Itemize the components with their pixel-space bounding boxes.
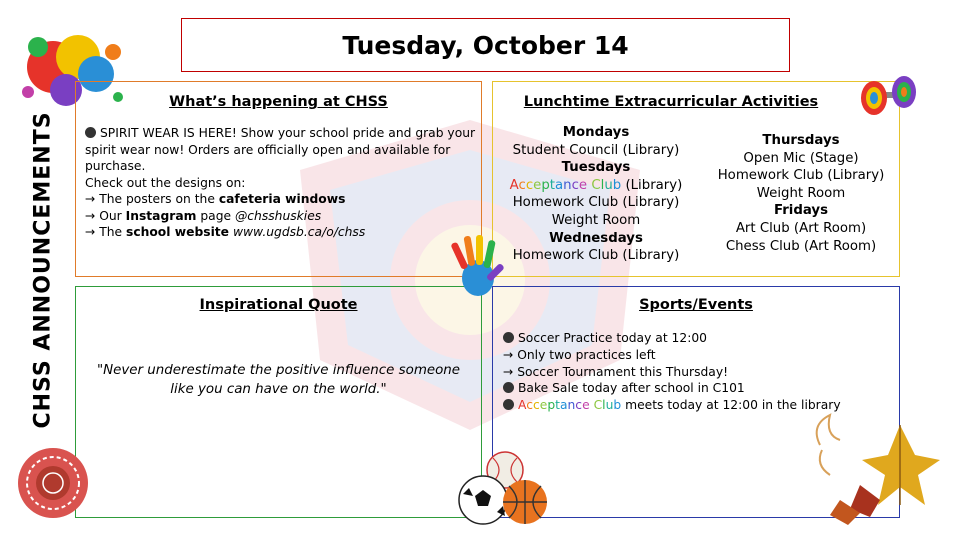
wednesday-activity: Homework Club (Library) — [512, 248, 680, 264]
rainbow-letter: t — [549, 177, 556, 193]
lunchtime-heading: Lunchtime Extracurricular Activities — [523, 94, 819, 110]
inspirational-quote-panel — [75, 286, 482, 518]
date-title: Tuesday, October 14 — [342, 30, 629, 60]
bullet-icon — [503, 382, 514, 393]
bullet-icon — [85, 127, 96, 138]
whats-happening-body — [85, 125, 477, 241]
rainbow-letter: n — [567, 398, 576, 413]
monday-activity: Student Council (Library) — [512, 142, 680, 158]
rainbow-letter: u — [604, 177, 613, 193]
rainbow-letter: c — [571, 177, 579, 193]
friday-chess-club: Chess Club (Art Room) — [725, 238, 877, 254]
bullet-icon — [503, 399, 514, 410]
friday-art-club: Art Club (Art Room) — [735, 220, 867, 236]
rainbow-letter: C — [591, 177, 601, 193]
rainbow-letter: n — [563, 177, 572, 193]
rainbow-letter: A — [518, 398, 527, 413]
rainbow-letter: e — [539, 398, 548, 413]
thursday-open-mic: Open Mic (Stage) — [743, 150, 859, 166]
sports-balls-icon — [455, 448, 555, 528]
vertical-title: CHSS ANNOUNCEMENTS — [30, 111, 56, 429]
rainbow-letter: b — [612, 177, 622, 193]
quote-heading: Inspirational Quote — [199, 297, 358, 313]
dumbbells-icon — [856, 70, 922, 122]
mondays-label: Mondays — [562, 125, 630, 140]
spirit-wear-paragraph: SPIRIT WEAR IS HERE! Show your school pride and grab your spirit wear now! Orders are officially open and available for purchase. — [85, 126, 476, 173]
thursday-homework-club: Homework Club (Library) — [717, 168, 885, 184]
instagram-line: → Our Instagram page @chsshuskies — [85, 208, 322, 223]
acceptance-club-rainbow-text — [518, 398, 621, 412]
tuesday-acceptance-club: Acceptance Club (Library) — [509, 177, 683, 193]
website-line: → The school website www.ugdsb.ca/o/chss — [85, 225, 366, 239]
school-mandala-logo-icon — [16, 446, 90, 520]
rainbow-letter: u — [605, 398, 614, 413]
whats-happening-heading: What’s happening at CHSS — [169, 94, 388, 110]
rainbow-letter: e — [582, 398, 590, 413]
autumn-leaves-icon — [800, 405, 948, 527]
lunch-right-column — [703, 132, 899, 255]
rainbow-letter: c — [575, 398, 583, 413]
rainbow-letter: b — [613, 398, 622, 413]
sports-events-list — [503, 330, 893, 414]
acceptance-club-item: Acceptance Club meets today at 12:00 in the library — [503, 397, 893, 414]
soccer-practice-item: Soccer Practice today at 12:00 — [503, 330, 893, 347]
rainbow-letter: e — [533, 177, 542, 193]
rainbow-handprint-icon — [446, 232, 506, 304]
vertical-title-container — [23, 110, 63, 430]
rainbow-letter: l — [600, 177, 605, 193]
rainbow-letter: p — [541, 177, 550, 193]
posters-line: → The posters on the cafeteria windows — [85, 192, 346, 206]
rainbow-letter: c — [526, 398, 533, 413]
rainbow-letter: c — [518, 177, 526, 193]
thursday-weight-room: Weight Room — [756, 185, 846, 201]
checkout-line: Check out the designs on: — [85, 175, 246, 190]
sports-heading: Sports/Events — [639, 297, 753, 313]
wednesdays-label: Wednesdays — [549, 230, 643, 246]
rainbow-letter: t — [555, 398, 560, 413]
rainbow-letter: c — [525, 177, 534, 193]
soccer-tournament-item: → Soccer Tournament this Thursday! — [503, 364, 729, 379]
tuesday-homework-club: Homework Club (Library) — [512, 195, 680, 211]
rainbow-letter: e — [578, 177, 588, 193]
bake-sale-item: Bake Sale today after school in C101 — [503, 380, 893, 397]
thursdays-label: Thursdays — [762, 133, 840, 148]
rainbow-letter: a — [555, 177, 564, 193]
tuesdays-label: Tuesdays — [561, 160, 631, 176]
rainbow-letter: C — [593, 398, 603, 413]
date-title-box — [181, 18, 790, 72]
rainbow-letter: c — [532, 398, 540, 413]
fridays-label: Fridays — [773, 203, 828, 219]
whats-happening-panel — [75, 81, 482, 277]
lunchtime-activities-panel — [492, 81, 900, 277]
bullet-icon — [503, 332, 514, 343]
rainbow-letter: p — [547, 398, 556, 413]
tuesday-weight-room: Weight Room — [551, 212, 641, 228]
rainbow-letter: l — [602, 398, 606, 413]
lunch-left-column — [493, 124, 699, 265]
quote-text: "Never underestimate the positive influence someone like you can have on the world." — [96, 363, 461, 397]
acceptance-club-rainbow-text — [510, 178, 622, 193]
rainbow-letter: a — [559, 398, 568, 413]
practices-left-item: → Only two practices left — [503, 347, 656, 362]
rainbow-letter: A — [509, 177, 519, 193]
